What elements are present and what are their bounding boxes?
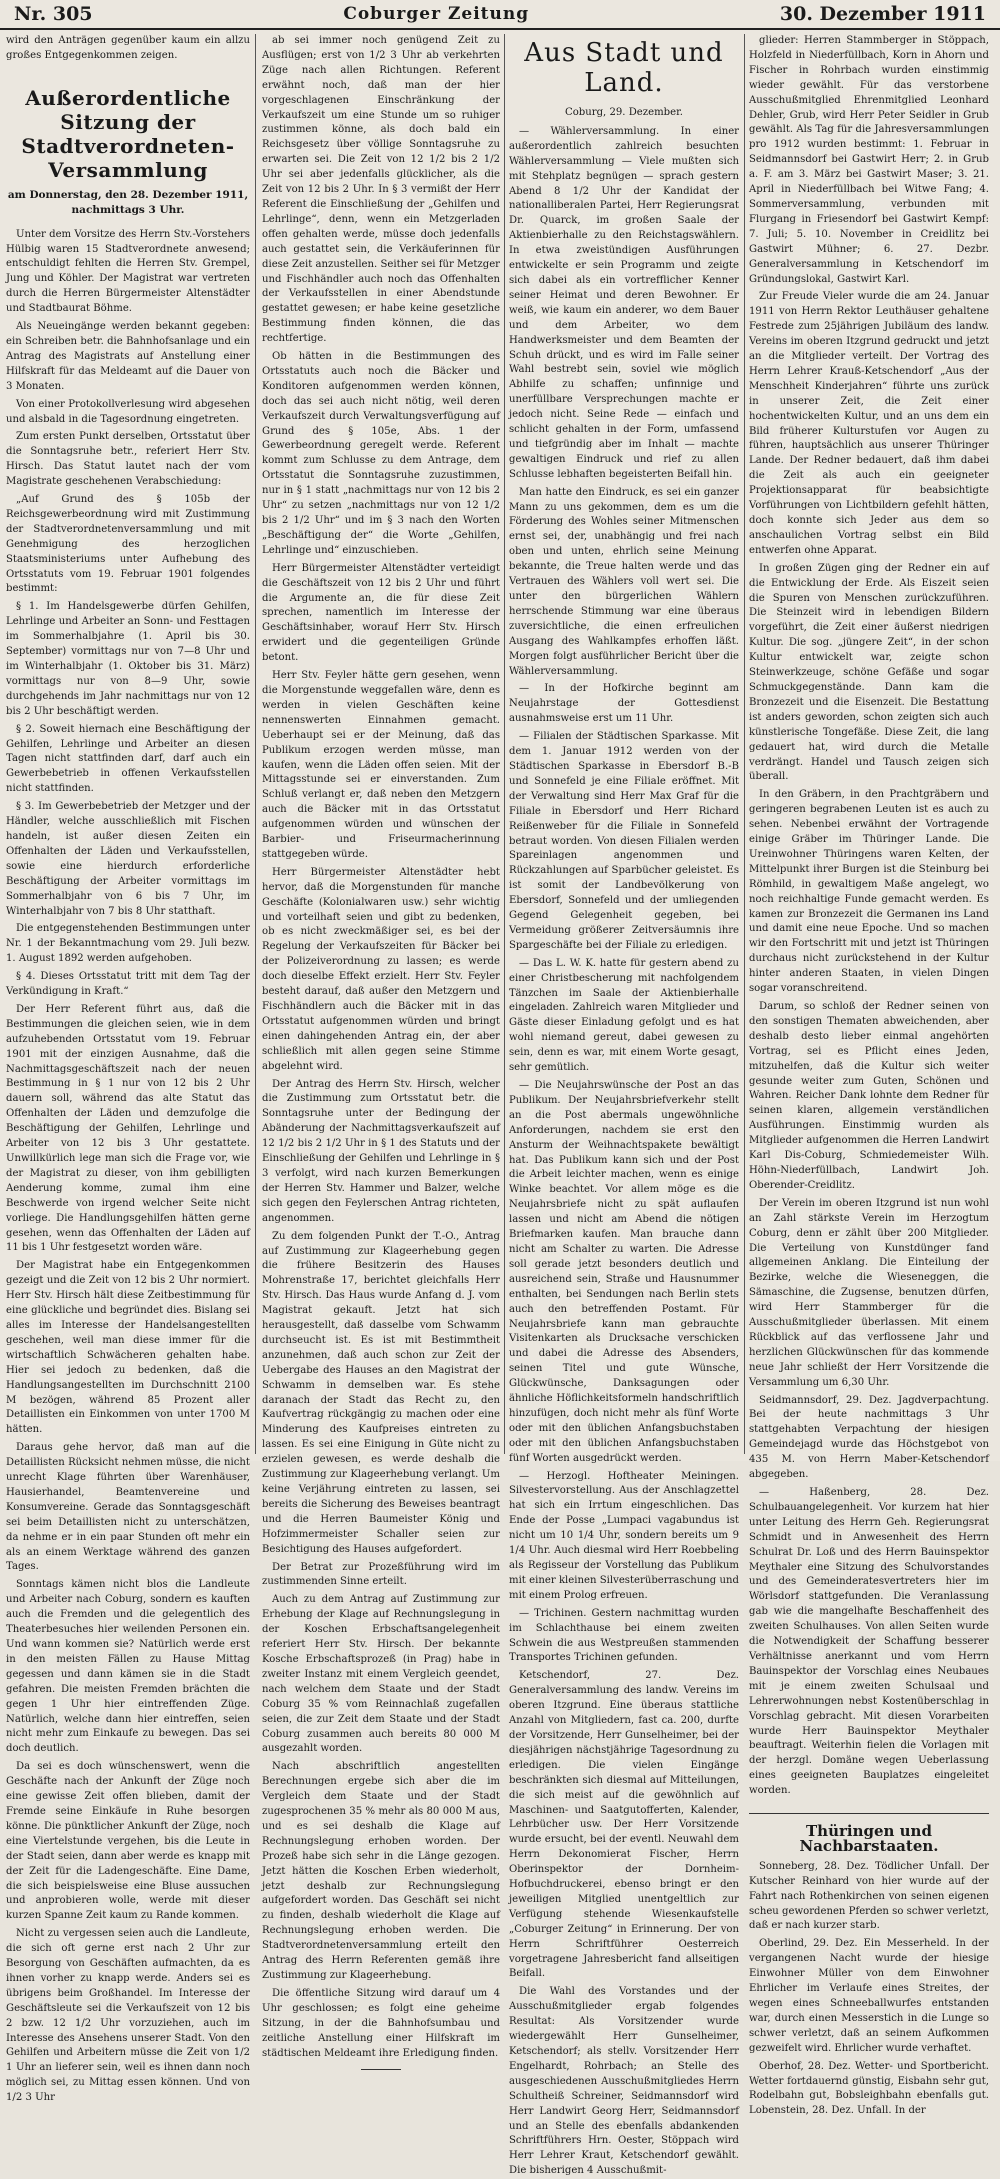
paragraph: Ketschendorf, 27. Dez. Generalversammlung des landw. Vereins im oberen Itzgrund. Eine überaus stattliche Anzahl von Mitgliedern, fast ca. 200, durfte der Vorsitzende, Herr Gunselheimer, bei der diesjährigen nächstjährige Tagesordnung zu erledigen. Die vielen Eingänge beschränkten sich diesmal auf Mitteilungen, die sich meist auf die gewöhnlich auf Maschinen- und Saatgutofferten, Kalender, Lehrbücher usw. Der Herr Vorsitzende wurde ersucht, bei der eventl. Neuwahl dem Herrn Dekonomierat Fischer, Herrn Oberinspektor der Dornheim-Hofbuchdruckerei, ebenso bringt er den jeweiligen Mitglied unentgeltlich zur Verfügung stehende Wiesenkaufstelle „Coburger Zeitung“ in Erinnerung. Der von Herrn Schriftführer Oesterreich vorgetragene Jahresbericht fand allseitigen Beifall.	[509, 1670, 739, 1980]
paragraph: In großen Zügen ging der Redner ein auf die Entwicklung der Erde. Als Eiszeit seien die Spuren von Menschen zurückzuführen. Die Steinzeit wird in lebendigen Bildern vorgeführt, die Zeit einer äußerst niedrigen Kultur. Die sog. „jüngere Zeit“, in der schon Kultur entwickelt war, zeigte schon Steinwerkzeuge, schöne Gefäße und sogar Schmuckgegenstände. Dann kam die Bronzezeit und die Eisenzeit. Die Bestattung ist anders geworden, schon zeigten sich auch künstlerische Tongefäße. Diese Zeit, die lang gedauert hat, wird durch die Metalle verdrängt. Handel und Tausch zeigen sich überall.	[749, 562, 989, 783]
paragraph: Von einer Protokollverlesung wird abgesehen und alsbald in die Tagesordnung eingetreten.	[6, 398, 250, 425]
paragraph: Die entgegenstehenden Bestimmungen unter Nr. 1 der Bekanntmachung vom 29. Juli bezw. 1. August 1892 werden aufgehoben.	[6, 923, 250, 965]
paragraph: Die Wahl des Vorstandes und der Ausschußmitglieder ergab folgendes Resultat: Als Vorsitzender wurde wiedergewählt Herr Gunselheimer, Ketschendorf; als stellv. Vorsitzender Herr Engelhardt, Rohrbach; an Stelle des ausgeschiedenen Ausschußmitgliedes Herrn Schultheiß Schreiner, Seidmannsdorf wird Herr Landwirt Georg Herr, Seidmannsdorf und an Stelle des ebenfalls abdankenden Schriftführers Hrn. Oester, Stöppach wird Herr Lehrer Kraut, Ketschendorf gewählt. Die bisherigen 4 Ausschußmit-	[509, 1986, 739, 2177]
paragraph: „Auf Grund des § 105b der Reichsgewerbeordnung wird mit Zustimmung der Stadtverordnetenversammlung und mit Genehmigung des herzoglichen Staatsministeriums unter Aufhebung des Ortsstatuts vom 19. Februar 1901 folgendes bestimmt:	[6, 494, 250, 595]
paragraph: Herr Bürgermeister Altenstädter hebt hervor, daß die Morgenstunden für manche Geschäfte (Kolonialwaren usw.) sehr wichtig und vorteilhaft seien und gibt zu bedenken, ob es nicht zweckmäßiger sei, es bei der Regelung der Verkaufszeiten für Bäcker bei der Polizeiverordnung zu lassen; es werde doch dieselbe Effekt erzielt. Herr Stv. Feyler besteht darauf, daß außer den Metzgern und Fischhändlern auch die Bäcker mit in das Ortsstatut aufgenommen würden und bringt einen dahingehenden Antrag ein, der aber schließlich mit allen gegen seine Stimme abgelehnt wird.	[262, 866, 500, 1072]
paragraph: Als Neueingänge werden bekannt gegeben: ein Schreiben betr. die Bahnhofsanlage und ein Antrag des Magistrats auf Anstellung einer Hilfskraft für das Meldeamt auf die Dauer von 3 Monaten.	[6, 321, 250, 392]
paragraph: Herr Bürgermeister Altenstädter verteidigt die Geschäftszeit von 12 bis 2 Uhr und führt die Argumente an, die für diese Zeit sprechen, namentlich im Interesse der Geschäftsinhaber, worauf Herr Stv. Hirsch erwidert und die gegenteiligen Gründe betont.	[262, 562, 500, 664]
paragraph: § 3. Im Gewerbebetrieb der Metzger und der Händler, welche ausschließlich mit Fischen handeln, ist außer diesen Zeiten ein Offenhalten der Läden und Verkaufsstellen, sowie eine hierdurch erforderliche Beschäftigung der Arbeiter vormittags im Sommerhalbjahr von 6 bis 7 Uhr, im Winterhalbjahr von 7 bis 8 Uhr statthaft.	[6, 801, 250, 917]
paragraph: § 1. Im Handelsgewerbe dürfen Gehilfen, Lehrlinge und Arbeiter an Sonn- und Festtagen im Sommerhalbjahre (1. April bis 30. September) vormittags nur von 7—8 Uhr und im Winterhalbjahr (1. Oktober bis 31. März) vormittags nur von 8—9 Uhr, sowie durchgehends im Jahr nachmittags nur von 12 bis 2 Uhr beschäftigt werden.	[6, 601, 250, 717]
paragraph: Man hatte den Eindruck, es sei ein ganzer Mann zu uns gekommen, dem es um die Förderung des Wohles seiner Mitmenschen ernst sei, der, unabhängig und frei nach oben und unten, ehrlich seine Meinung bekannte, die Treue halten werde und das Vertrauen des Wählers voll wert sei. Die unter den bürgerlichen Wählern herrschende Stimmung war eine überaus zuversichtliche, die einen erfreulichen Ausgang des Wahlkampfes erhoffen läßt. Morgen folgt ausführlicher Bericht über die Wählerversammlung.	[509, 486, 739, 677]
paragraph: — Das L. W. K. hatte für gestern abend zu einer Christbescherung mit nachfolgendem Tänzchen im Saale der Aktienbierhalle eingeladen. Zahlreich waren Mitglieder und Gäste dieser Einladung gefolgt und es hat wohl niemand gereut, dabei gewesen zu sein, denn es war, mit einem Worte gesagt, sehr gemütlich.	[509, 957, 739, 1074]
paragraph: Zum ersten Punkt derselben, Ortsstatut über die Sonntagsruhe betr., referiert Herr Stv. Hirsch. Das Statut lautet nach der vom Magistrate geschehenen Verabschiedung:	[6, 431, 250, 488]
paragraph: Darum, so schloß der Redner seinen von den sonstigen Thematen abweichenden, aber deshalb desto lieber einmal angehörten Vortrag, sei es Pflicht eines Jeden, mitzuhelfen, daß die Kultur sich weiter gesunde weiter zum Guten, Schönen und Wahren. Reicher Dank lohnte dem Redner für seinen klaren, allgemein verständlichen Ausführungen. Einstimmig wurden als Mitglieder aufgenommen die Herren Landwirt Karl Dis-Coburg, Schmiedemeister Wilh. Höhn-Niederfüllbach, Landwirt Joh. Oberender-Creidlitz.	[749, 1001, 989, 1191]
paragraph: — Wählerversammlung. In einer außerordentlich zahlreich besuchten Wählerversammlung — Viele mußten sich mit Stehplatz begnügen — sprach gestern Abend 8 1/2 Uhr der Kandidat der nationalliberalen Partei, Herr Regierungsrat Dr. Quarck, im großen Saale der Aktienbierhalle zu den Reichstagswählern. In etwa zweistündigen Ausführungen entwickelte er sein Programm und zeigte sich dabei als ein vortrefflicher Kenner seiner Heimat und deren Bewohner. Er weiß, wie kaum ein anderer, wo dem Bauer und dem Arbeiter, wo dem Handwerksmeister und dem Beamten der Schuh drückt, und es wird im Falle seiner Wahl bestrebt sein, soviel wie möglich Abhilfe zu schaffen; unfinnige und unerfüllbare Versprechungen machte er jedoch nicht. Seine Rede — einfach und schlicht gehalten in der Form, umfassend und tiefgründig aber im Inhalt — machte gewaltigen Eindruck und rief zu allen Schlusse lebhaften begeisterten Beifall hin.	[509, 125, 739, 480]
paragraph: Der Betrat zur Prozeßführung wird im zustimmenden Sinne erteilt.	[262, 1561, 500, 1588]
paragraph: Der Antrag des Herrn Stv. Hirsch, welcher die Zustimmung zum Ortsstatut betr. die Sonntagsruhe unter der Bedingung der Abänderung der Nachmittagsverkaufszeit auf 12 1/2 bis 2 1/2 Uhr in § 1 des Statuts und der Einschließung der Gehilfen und Lehrlinge in § 3 verfolgt, wird nach kurzen Bemerkungen der Herren Stv. Hammer und Balzer, welche sich gegen den Feylerschen Antrag richteten, angenommen.	[262, 1078, 500, 1224]
paragraph: Zur Freude Vieler wurde die am 24. Januar 1911 von Herrn Rektor Leuthäuser gehaltene Festrede zum 25jährigen Jubiläum des landw. Vereins im oberen Itzgrund gedruckt und jetzt an die Mitglieder verteilt. Der Vortrag des Herrn Lehrer Krauß-Ketschendorf „Aus der Menschheit Kinderjahren“ führte uns zurück in unserer Zeit, die Zeit einer hochentwickelten Kultur, und an uns dem ein Bild früherer Kulturstufen vor Augen zu führen, hauptsächlich aus unserer Thüringer Lande. Der Redner bedauert, daß ihm dabei die Zeit als auch ein geeigneter Projektionsapparat für beabsichtigte Vorführungen von Lichtbildern gefehlt hätten, doch konnte sich Jeder aus dem so anschaulichen Vortrag selbst ein Bild entwerfen ohne Apparat.	[749, 291, 989, 556]
paragraph: § 2. Soweit hiernach eine Beschäftigung der Gehilfen, Lehrlinge und Arbeiter an diesen Tagen nicht stattfinden darf, darf auch ein Gewerbebetrieb in offenen Verkaufsstellen nicht stattfinden.	[6, 723, 250, 795]
separator	[361, 2069, 401, 2070]
paragraph: Seidmannsdorf, 29. Dez. Jagdverpachtung. Bei der heute nachmittags 3 Uhr stattgehabten Verpachtung der hiesigen Gemeindejagd wurde das Höchstgebot von 435 M. von Herrn Maber-Ketschendorf abgegeben.	[749, 1394, 989, 1481]
paragraph: Da sei es doch wünschenswert, wenn die Geschäfte nach der Ankunft der Züge noch eine gewisse Zeit offen blieben, damit der Fremde seine Einkäufe in Ruhe besorgen könne. Die pünktlicher Ankunft der Züge, noch eine Viertelstunde vergehen, bis die Leute in der Stadt seien, dann aber werde es knapp mit der Zeit für die Ladengeschäfte. Eine Dame, die sich beispielsweise eine Bluse aussuchen und anprobieren wolle, werde mit dieser kurzen Spanne Zeit kaum zu Rande kommen.	[6, 1761, 250, 1922]
paragraph: Nach abschriftlich angestellten Berechnungen ergebe sich aber die im Vergleich dem Staate und der Stadt zugesprochenen 35 % mehr als 80 000 M aus, und es sei deshalb die Klage auf Rechnungslegung erhoben worden. Der Prozeß habe sich sehr in die Länge gezogen. Jetzt hätten die Koschen Erben wiederholt, jetzt deshalb zur Rechnungslegung aufgefordert worden. Das Geschäft sei nicht zu finden, deshalb wiederholt die Klage auf Rechnungslegung erhoben werden. Die Stadtverordnetenversammlung erteilt den Antrag des Herrn Referenten gemäß ihre Zustimmung zur Klageerhebung.	[262, 1761, 500, 1981]
paragraph: Daraus gehe hervor, daß man auf die Detaillisten Rücksicht nehmen müsse, die nicht unrecht Klage führten über Warenhäuser, Hausierhandel, Beamtenvereine und Konsumvereine. Gerade das Sonntagsgeschäft sei beim Detaillisten nicht zu unterschätzen, da nehme er in ein paar Stunden oft mehr ein als an einem Werktage während des ganzen Tages.	[6, 1442, 250, 1573]
region-items	[749, 1860, 989, 2119]
column-4	[749, 34, 989, 2117]
paragraph: Die öffentliche Sitzung wird darauf um 4 Uhr geschlossen; es folgt eine geheime Sitzung, in der die Bahnhofsumbau und zeitliche Anstellung einer Hilfskraft im städtischen Meldeamt ihre Erledigung finden.	[262, 1987, 500, 2059]
column-1	[6, 34, 250, 2104]
news-items	[509, 125, 739, 2179]
article-body	[262, 34, 500, 2061]
masthead	[0, 0, 1000, 30]
article-subheading: am Donnerstag, den 28. Dezember 1911, nachmittags 3 Uhr.	[7, 188, 249, 216]
paragraph: Nicht zu vergessen seien auch die Landleute, die sich oft gerne erst nach 2 Uhr zur Besorgung von Geschäften aufmachten, da es ihnen vorher zu knapp werde. Anders sei es übrigens beim Großhandel. Im Interesse der Geschäftsleute sei die Verkaufszeit von 12 bis 2 bzw. 12 1/2 Uhr vorzuziehen, auch im Interesse des Ansehens unserer Stadt. Von den Gehilfen und Arbeitern müsse die Zeit von 1/2 1 Uhr an lieferer sein, weil es ihnen dann noch möglich sei, zu Mittag essen können. Und von 1/2 3 Uhr	[6, 1928, 250, 2104]
paragraph: Der Magistrat habe ein Entgegenkommen gezeigt und die Zeit von 12 bis 2 Uhr normiert. Herr Stv. Hirsch hält diese Zeitbestimmung für eine glückliche und begründet dies. Bislang sei alles im Interesse der Handelsangestellten geschehen, weil man diese immer für die wirtschaftlich Schwächeren gehalten habe. Hier sei jedoch zu bedenken, daß die Handlungsangestellten im Durchschnitt 2100 M bezögen, während 85 Prozent aller Detaillisten ein Einkommen von unter 1700 M hätten.	[6, 1260, 250, 1436]
paragraph: Sonntags kämen nicht blos die Landleute und Arbeiter nach Coburg, sondern es kauften auch die Fremden und die gelegentlich des Theaterbesuches hier weilenden Personen ein. Und wann kommen sie? Natürlich werde erst in den meisten Fällen zu Hause Mittag gegessen und dann kämen sie in die Stadt gefahren. Die meisten Fremden brächten die gegen 1 Uhr hier eintreffenden Züge. Natürlich, welche dann hier eintreffen, seien nicht mehr zum Einkaufe zu bewegen. Das sei doch deutlich.	[6, 1579, 250, 1755]
section-title: Aus Stadt und Land.	[524, 38, 724, 98]
issue-date: 30. Dezember 1911	[779, 3, 986, 25]
paragraph: — Haßenberg, 28. Dez. Schulbauangelegenheit. Vor kurzem hat hier unter Leitung des Herrn Geh. Regierungsrat Schmidt und in Anwesenheit des Herrn Schulrat Dr. Loß und des Herrn Bauinspektor Meythaler eine Sitzung des Schulvorstandes und des Gemeinderatesvertreters hier im Wörlsdorf stattgefunden. Die Veranlassung gab wie die mangelhafte Beschaffenheit des zweiten Schulhauses. Von allen Seiten wurde die Notwendigkeit der Schaffung besserer Verhältnisse anerkannt und vom Herrn Bauinspektor der Vorschlag eines Neubaues mit je einem zweiten Schulsaal und Lehrerwohnungen nebst Kostenüberschlag in Vorschlag gebracht. Mit diesen Vorarbeiten wurde Herr Bauinspektor Meythaler beauftragt. Weiterhin fielen die Vorlagen mit der herzgl. Domäne wegen Ueberlassung eines geeigneten Bauplatzes eingeleitet worden.	[749, 1487, 989, 1797]
issue-number: Nr. 305	[14, 3, 93, 25]
paragraph: § 4. Dieses Ortsstatut tritt mit dem Tag der Verkündigung in Kraft.“	[6, 971, 250, 998]
article-heading: Außerordentliche Sitzung der Stadtverordneten-Versammlung	[21, 85, 235, 182]
paragraph: Zu dem folgenden Punkt der T.-O., Antrag auf Zustimmung zur Klageerhebung gegen die frühere Besitzerin des Hauses Mohrenstraße 17, berichtet gleichfalls Herr Stv. Hirsch. Das Haus wurde Anfang d. J. vom Magistrat gekauft. Jetzt hat sich herausgestellt, daß dasselbe vom Schwamm durchseucht ist. Es ist mit Bestimmtheit anzunehmen, daß auch schon zur Zeit der Uebergabe des Hauses an den Magistrat der Schwamm in demselben war. Es stehe daranach der Stadt das Recht zu, den Kaufvertrag rückgängig zu machen oder eine Minderung des Kaufpreises eintreten zu lassen. Es sei eine Einigung in Güte nicht zu erzielen gewesen, es werde deshalb die Zustimmung zur Klageerhebung verlangt. Um keine Verjährung eintreten zu lassen, sei bereits die Sicherung des Beweises beantragt und die Herren Baumeister König und Hofzimmermeister Schaller seien zur Besichtigung des Hauses aufgefordert.	[262, 1230, 500, 1555]
paragraph: Herr Stv. Feyler hätte gern gesehen, wenn die Morgenstunde weggefallen wäre, denn es werden in vielen Geschäften keine nennenswerten Einnahmen gemacht. Ueberhaupt sei er der Meinung, daß das Publikum erzogen werden müsse, man kaufen, wenn die Läden offen seien. Mit der Mittagsstunde sei er einverstanden. Zum Schluß verlangt er, daß neben den Metzgern auch die Bäcker mit in das Ortsstatut aufgenommen würden und wünschen der Barbier- und Friseurmacherinnung stattgegeben würde.	[262, 670, 500, 860]
article-body	[6, 228, 250, 2106]
paragraph: Oberlind, 29. Dez. Ein Messerheld. In der vergangenen Nacht wurde der hiesige Einwohner Müller von dem Einwohner Ehrlicher im Verlaufe eines Streites, der wegen eines Schneeballwurfes entstanden war, durch einen Messerstich in die Lunge so schwer verletzt, daß an seinem Aufkommen gezweifelt wird. Ehrlicher wurde verhaftet.	[749, 1938, 989, 2054]
paragraph: — Herzogl. Hoftheater Meiningen. Silvestervorstellung. Aus der Anschlagzettel hat sich ein Irrtum eingeschlichen. Das Ende der Posse „Lumpaci vagabundus ist nicht um 10 1/4 Uhr, sondern bereits um 9 1/4 Uhr. Auch diesmal wird Herr Roebbeling als Regisseur der Vorstellung das Publikum mit einer kleinen Silvesterüberraschung und mit einem Prolog erfreuen.	[509, 1470, 739, 1601]
columns	[0, 34, 1000, 2177]
paragraph: Der Verein im oberen Itzgrund ist nun wohl an Zahl stärkste Verein im Herzogtum Coburg, denn er zählt über 200 Mitglieder. Die Verteilung von Kunstdünger fand allgemeinen Anklang. Die Einteilung der Bezirke, welche die Wieseneggen, die Sämaschine, die Zugsense, benutzen dürfen, wird Herr Stammberger für die Ausschußmitglieder überlassen. Mit einem Rückblick auf das verflossene Jahr und herzlichen Glückwünschen für das kommende neue Jahr schließt der Herr Vorsitzende die Versammlung um 6,30 Uhr.	[749, 1197, 989, 1388]
paragraph: In den Gräbern, in den Prachtgräbern und geringeren begrabenen Leuten ist es auch zu sehen. Nebenbei erwähnt der Vortragende einige Gräber im Thüringer Lande. Die Ureinwohner Thüringens waren Kelten, der Mittelpunkt ihrer Burgen ist die Steinburg bei Römhild, in gewaltigem Maße angelegt, wo noch reichhaltige Funde gemacht werden. Es kamen zur Bronzezeit die Germanen ins Land und damit eine neue Epoche. Und so machen wir den Fortschritt mit und jetzt ist Thüringen durchaus nicht zurückstehend in der Kultur hinter anderen Staaten, in vielen Dingen sogar voranschreitend.	[749, 789, 989, 995]
news-items	[749, 34, 989, 1799]
column-2	[262, 34, 500, 2059]
paragraph: — Die Neujahrswünsche der Post an das Publikum. Der Neujahrsbriefverkehr stellt an die Post abermals ungewöhnliche Anforderungen, nachdem sie erst den Ansturm der Weihnachtspakete bewältigt hat. Das Publikum kann sich und der Post die Arbeit leichter machen, wenn es einige Winke beachtet. Vor allem möge es die Neujahrsbriefe nicht zu spät auflaufen lassen und nicht am Abend die nötigen Briefmarken kaufen. Man brauche dann nicht am Schalter zu warten. Die Adresse soll gerade jetzt besonders deutlich und ausreichend sein, Straße und Hausnummer enthalten, bei Sendungen nach Berlin stets auch den betreffenden Postamt. Für Neujahrsbriefe kann man gebrauchte Visitenkarten als Drucksache verschicken und dabei die Adresse des Absenders, seinen Titel und gute Wünsche, Glückwünsche, Danksagungen oder ähnliche Höflichkeitsformeln handschriftlich hinzufügen, doch nicht mehr als fünf Worte oder mit den üblichen Anfangsbuchstaben oder mit den üblichen Anfangsbuchstaben fünf Worten ausgedrückt werden.	[509, 1080, 739, 1464]
paragraph: Sonneberg, 28. Dez. Tödlicher Unfall. Der Kutscher Reinhard von hier wurde auf der Fahrt nach Rothenkirchen von seinen eigenen scheu gewordenen Pferden so schwer verletzt, daß er nach kurzer starb.	[749, 1860, 989, 1932]
newspaper-title: Coburger Zeitung	[343, 4, 530, 24]
paragraph: Auch zu dem Antrag auf Zustimmung zur Erhebung der Klage auf Rechnungslegung in der Koschen Erbschaftsangelegenheit referiert Herr Stv. Hirsch. Der bekannte Kosche Erbschaftsprozeß (in Prag) habe in zweiter Instanz mit einem Vergleich geendet, nach welchem dem Staate und der Stadt Coburg 35 % vom Reinnachlaß zugefallen seien, die zur Zeit dem Staate und der Stadt Coburg zusammen auch bereits 80 000 M ausgezahlt worden.	[262, 1594, 500, 1755]
paragraph: Ob hätten in die Bestimmungen des Ortsstatuts auch noch die Bäcker und Konditoren aufgenommen werden können, doch das sei auch nicht nötig, weil deren Verkaufszeit durch Verwaltungsverfügung auf Grund des § 105e, Abs. 1 der Gewerbeordnung geregelt werde. Referent kommt zum Schlusse zu dem Antrage, dem Ortsstatut die Sonntagsruhe zuzustimmen, nur in § 1 statt „nachmittags nur von 12 bis 2 Uhr“ zu setzen „nachmittags nur von 12 1/2 bis 2 1/2 Uhr“ und im § 3 nach den Worten „Beschäftigung der“ die Worte „Gehilfen, Lehrlinge und“ einzuschieben.	[262, 351, 500, 556]
paragraph: — In der Hofkirche beginnt am Neujahrstage der Gottesdienst ausnahmsweise erst um 11 Uhr.	[509, 683, 739, 725]
paragraph: Der Herr Referent führt aus, daß die Bestimmungen die gleichen seien, wie in dem aufzuhebenden Ortsstatut vom 19. Februar 1901 mit der einzigen Ausnahme, daß die Nachmittagsgeschäftszeit nach der neuen Bestimmung in § 1 nur von 12 bis 2 Uhr dauern soll, während das alte Statut das Offenhalten der Läden und demzufolge die Beschäftigung der Gehilfen, Lehrlinge und Arbeiter von 12 bis 3 Uhr gestattete. Unwillkürlich lege man sich die Frage vor, wie der Magistrat zu dieser, von ihm gebilligten Aenderung komme, zumal ihm eine Beschwerde von irgend welcher Seite nicht vorliege. Die Handlungsgehilfen hätten gerne gesehen, wenn das Offenhalten der Läden auf 11 bis 1 Uhr festgesetzt worden wäre.	[6, 1003, 250, 1254]
paragraph: Oberhof, 28. Dez. Wetter- und Sportbericht. Wetter fortdauernd günstig, Eisbahn sehr gut, Rodelbahn gut, Bobsleighbahn ebenfalls gut. Lobenstein, 28. Dez. Unfall. In der	[749, 2060, 989, 2117]
column-3	[509, 34, 739, 2177]
paragraph: glieder: Herren Stammberger in Stöppach, Holzfeld in Niederfüllbach, Korn in Ahorn und Fischer in Rohrbach wurden einstimmig wieder gewählt. Für das verstorbene Ausschußmitglied Ehrenmitglied Leonhard Dehler, Grub, wird Herr Peter Seidler in Grub gewählt. Als Tag für die Jahresversammlungen pro 1912 wurden bestimmt: 1. Februar in Seidmannsdorf bei Gastwirt Herr; 2. in Grub a. F. am 3. März bei Gastwirt Maser; 3. 21. April in Niederfüllbach bei Witwe Fang; 4. Sommerversammlung, verbunden mit Flurgang in Friesendorf bei Gastwirt Kempf: 7. Juli; 5. 10. November in Creidlitz bei Gastwirt Mühner; 6. 27. Dezbr. Generalversammlung in Ketschendorf im Gründungslokal, Gastwirt Karl.	[749, 35, 989, 285]
paragraph: — Trichinen. Gestern nachmittag wurden im Schlachthause bei einem zweiten Schwein die aus Westpreußen stammenden Transportes Trichinen gefunden.	[509, 1607, 739, 1664]
dateline: Coburg, 29. Dezember.	[564, 107, 683, 118]
paragraph: ab sei immer noch genügend Zeit zu Ausflügen; erst von 1/2 3 Uhr ab verkehrten Züge nach allen Richtungen. Referent erwähnt noch, daß man der hier vorgeschlagenen Einschränkung der Verkaufszeit um eine Stunde um so ruhiger zustimmen könne, als doch bald ein Reichsgesetz über völlige Sonntagsruhe zu erwarten sei. Die Zeit von 12 1/2 bis 2 1/2 Uhr sei aber jedenfalls glücklicher, als die Zeit von 12 bis 2 Uhr. In § 3 vermißt der Herr Referent die Einschließung der „Gehilfen und Lehrlinge“, denn, wenn ein Metzgerladen offen gehalten werde, müsse doch jedenfalls auch gestattet sein, die Verkäuferinnen für diese Zeit anzustellen. Seither sei für Metzger und Fischhändler auch noch das Offenhalten der Verkaufsstellen in einer Abendstunde gestattet gewesen; er habe keine gesetzliche Bestimmung finden können, die das rechtfertige.	[262, 35, 500, 345]
region-heading: Thüringen und Nachbarstaaten.	[749, 1813, 989, 1854]
paragraph: — Filialen der Städtischen Sparkasse. Mit dem 1. Januar 1912 werden von der Städtischen Sparkasse in Ebersdorf B.-B und Sonnefeld je eine Filiale eröffnet. Mit der Verwaltung sind Herr Max Graf für die Filiale in Ebersdorf und Herr Richard Reißenweber für die Filiale in Sonnefeld betraut worden. Von diesen Filialen werden Spareinlagen angenommen und Rückzahlungen auf Sparbücher geleistet. Es ist somit der Landbevölkerung von Ebersdorf, Sonnefeld und der umliegenden Gegend Gelegenheit gegeben, bei Vermeidung größerer Zeitversäumnis ihre Spargeschäfte bei der Filiale zu erledigen.	[509, 731, 739, 951]
intro-text: wird den Anträgen gegenüber kaum ein allzu großes Entgegenkommen zeigen.	[6, 35, 250, 61]
paragraph: Unter dem Vorsitze des Herrn Stv.-Vorstehers Hülbig waren 15 Stadtverordnete anwesend; entschuldigt fehlten die Herren Stv. Grempel, Jung und Köhler. Der Magistrat war vertreten durch die Herren Bürgermeister Altenstädter und Stadtbaurat Böhme.	[6, 228, 250, 315]
